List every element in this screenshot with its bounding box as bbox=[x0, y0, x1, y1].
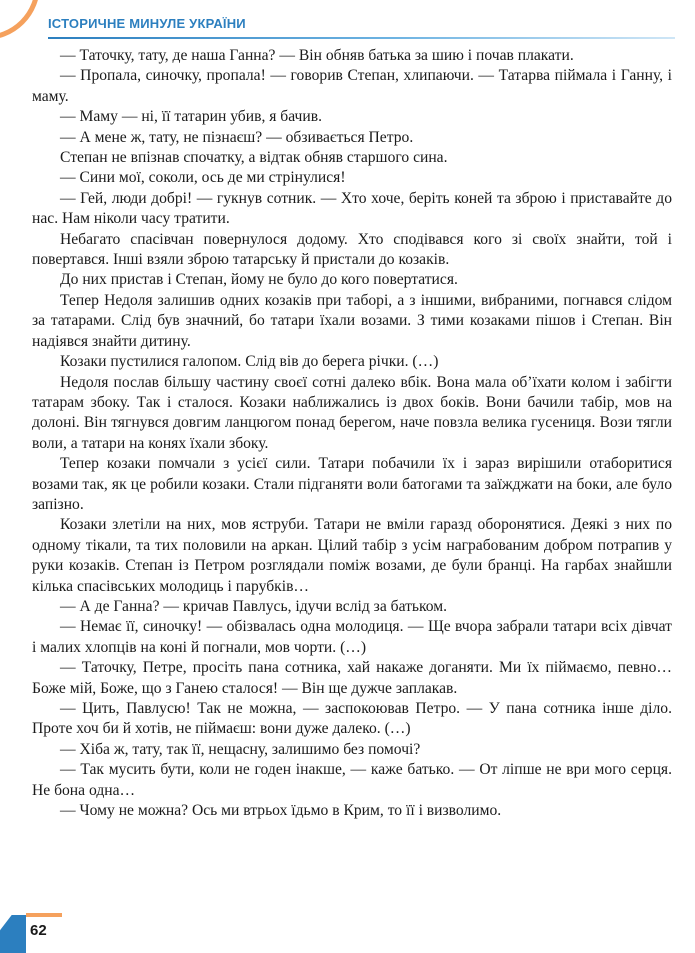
paragraph-21: — Чому не можна? Ось ми втрьох їдьмо в Крим, то її і визволимо. bbox=[60, 802, 502, 820]
paragraph-3: — Маму — ні, її татарин убив, я бачив. bbox=[60, 108, 322, 126]
paragraph-14: Козаки злетіли на них, мов яструби. Татари не вміли гаразд оборонятися. Деякі з них по одному тікали, та тих половили на аркан. Цілий табір з усім награбованим добром потрапив у руки козаків. Степан із Петром розглядали поміж возами, де були бранці. На гарбах знайшли кілька спасівських молодиць і парубків… bbox=[32, 516, 672, 595]
paragraph-9: До них пристав і Степан, йому не було до кого повертатися. bbox=[60, 271, 458, 289]
paragraph-18: — Цить, Павлусю! Так не можна, — заспокоював Петро. — У пана сотника інше діло. Проте хоч би й хотів, не піймаєш: вони дуже далеко. (…) bbox=[32, 700, 672, 738]
paragraph-2: — Пропала, синочку, пропала! — говорив Степан, хлипаючи. — Татарва піймала і Ганну, і маму. bbox=[32, 67, 672, 105]
section-title: ІСТОРИЧНЕ МИНУЛЕ УКРАЇНИ bbox=[48, 16, 246, 31]
paragraph-17: — Таточку, Петре, просіть пана сотника, хай накаже доганяти. Ми їх піймаємо, певно… Боже мій, Боже, що з Ганею сталося! — Він ще дужче заплакав. bbox=[32, 659, 672, 697]
paragraph-6: — Сини мої, соколи, ось де ми стрінулися! bbox=[60, 169, 346, 187]
paragraph-16: — Немає її, синочку! — обізвалась одна молодиця. — Ще вчора забрали татари всіх дівчат і малих хлопців на коні й погнали, мов чорти. (…) bbox=[32, 618, 672, 656]
running-header bbox=[48, 14, 675, 40]
page-number: 62 bbox=[30, 922, 47, 939]
paragraph-11: Козаки пустилися галопом. Слід вів до берега річки. (…) bbox=[60, 353, 439, 371]
paragraph-7: — Гей, люди добрі! — гукнув сотник. — Хто хоче, беріть коней та зброю і приставайте до нас. Нам ніколи часу тратити. bbox=[32, 189, 672, 228]
paragraph-13: Тепер козаки помчали з усієї сили. Татари побачили їх і зараз вирішили отаборитися возами так, як це робили козаки. Стали підганяти воли батогами та заїжджати на боки, але було запізно. bbox=[32, 455, 672, 513]
story-text bbox=[32, 46, 672, 821]
paragraph-10: Тепер Недоля залишив одних козаків при таборі, а з іншими, вибраними, погнався слідом за татарами. Слід був значний, бо татари їхали возами. З тими козаками пішов і Степан. Він надіявся знайти дитину. bbox=[32, 291, 672, 350]
paragraph-5: Степан не впізнав спочатку, а відтак обняв старшого сина. bbox=[60, 149, 448, 167]
paragraph-19: — Хіба ж, тату, так її, нещасну, залишимо без помочі? bbox=[60, 740, 421, 758]
decorative-corner-arc bbox=[0, 0, 40, 40]
paragraph-20: — Так мусить бути, коли не годен інакше, — каже батько. — От ліпше не ври мого серця. Не бона одна… bbox=[32, 761, 672, 799]
header-divider bbox=[48, 37, 675, 39]
paragraph-4: — А мене ж, тату, не пізнаєш? — обзивається Петро. bbox=[60, 128, 414, 146]
paragraph-15: — А де Ганна? — кричав Павлусь, ідучи вслід за батьком. bbox=[60, 597, 448, 615]
footer-accent-orange bbox=[26, 913, 62, 917]
footer-accent-blue bbox=[0, 915, 26, 953]
paragraph-12: Недоля послав більшу частину своєї сотні далеко вбік. Вона мала об’їхати колом і забігти татарам збоку. Так і сталося. Козаки наближались із двох боків. Вони бачили табір, мов на долоні. Він тягнувся довгим ланцюгом понад берегом, наче повзла велика гусениця. Вози тягли воли, а татари на конях їхали збоку. bbox=[32, 373, 672, 452]
paragraph-8: Небагато спасівчан повернулося додому. Хто сподівався кого зі своїх знайти, той і повертався. Інші взяли зброю татарську й пристали до козаків. bbox=[32, 230, 672, 269]
paragraph-1: — Таточку, тату, де наша Ганна? — Він обняв батька за шию і почав плакати. bbox=[60, 47, 574, 64]
